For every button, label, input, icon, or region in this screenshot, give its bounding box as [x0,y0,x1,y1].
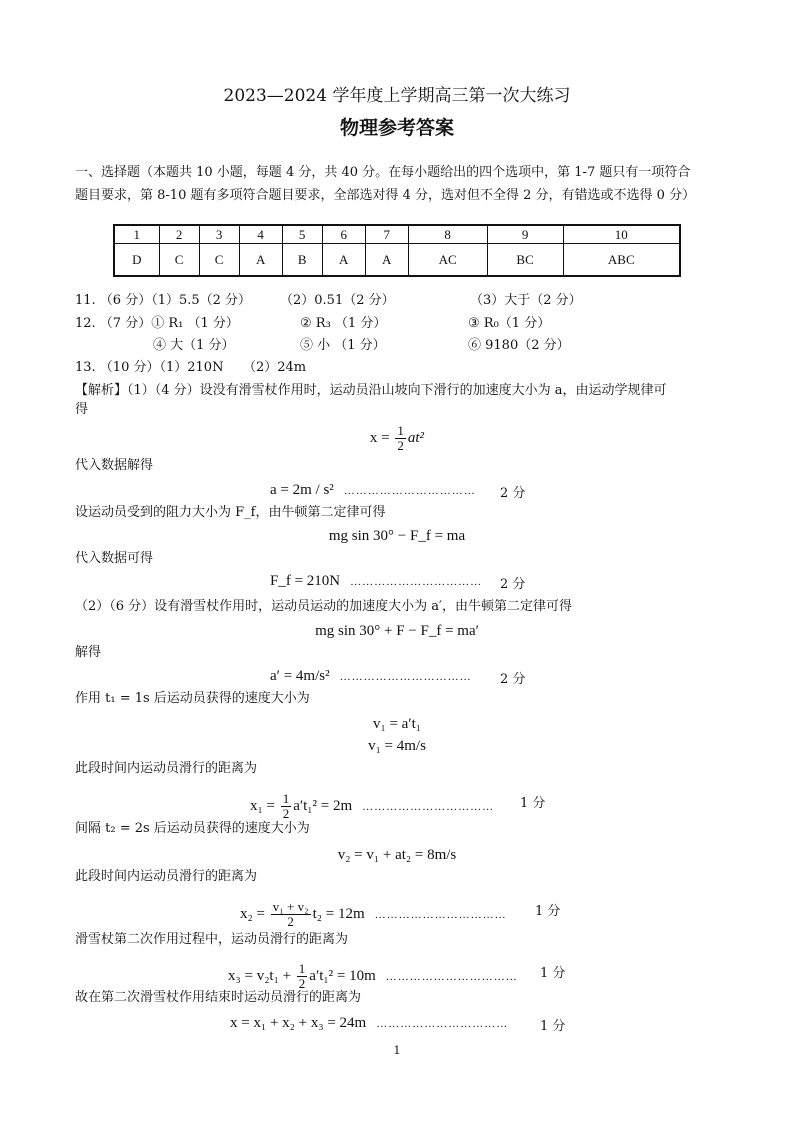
answer-cell: ABC [563,244,680,277]
analysis-line: 滑雪杖第二次作用过程中，运动员滑行的距离为 [75,932,349,947]
section-intro-line2: 题目要求，第 8-10 题有多项符合题目要求，全部选对得 4 分，选对但不全得 2 分，有错选或不选得 0 分） [75,188,696,203]
q11-part3: （3）大于（2 分） [470,293,582,308]
analysis-line: 解得 [75,645,102,660]
score: 1 分 [535,904,561,919]
question-number-cell: 5 [282,225,322,244]
equation: mg sin 30° + F − F_f = ma′ [315,623,479,639]
answer-table [113,224,681,277]
equation: v₂ = v₁ + at₂ = 8m/s [337,847,457,863]
equation: x = $\frac{1}{2}$ at² [369,423,425,453]
answer-cell: A [365,244,408,277]
question-number-cell: 7 [365,225,408,244]
question-number-cell: 8 [408,225,487,244]
score: 2 分 [500,577,526,592]
equation: v₁ = a′t₁ [372,716,422,732]
question-number-cell: 1 [114,225,159,244]
document-subtitle: 物理参考答案 [339,117,454,139]
analysis-line: （2）（6 分）设有滑雪杖作用时，运动员运动的加速度大小为 a′，由牛顿第二定律可得 [75,599,573,614]
q12-part1: 12. （7 分）① R₁ （1 分） [75,316,239,331]
score: 1 分 [540,1019,566,1034]
equation: F_f = 210N …………………………… [270,573,483,589]
analysis-line: 此段时间内运动员滑行的距离为 [75,869,258,884]
analysis-line: 得 [75,402,89,417]
equation: a′ = 4m/s² …………………………… [270,668,472,684]
equation: x₃ = v₂t₁ + $\frac{1}{2}$ a′t₁² = 10m …………………………… [228,961,518,991]
answer-cell: A [322,244,365,277]
answer-cell: C [159,244,199,277]
score: 1 分 [520,796,546,811]
equation: x₁ = $\frac{1}{2}$ a′t₁² = 2m …………………………… [250,791,495,821]
score: 2 分 [500,672,526,687]
question-number-cell: 2 [159,225,199,244]
analysis-line: 代入数据可得 [75,551,154,566]
analysis-line: 此段时间内运动员滑行的距离为 [75,761,258,776]
section-intro-line1: 一、选择题（本题共 10 小题，每题 4 分，共 40 分。在每小题给出的四个选项中，第 1-7 题只有一项符合 [75,165,691,180]
answer-cell: BC [487,244,563,277]
q12-part2: ② R₃ （1 分） [300,316,387,331]
equation: x₂ = $\frac{\text{v₁ + v₂}}{2}$ t₂ = 12m …………………………… [240,899,507,929]
answer-cell: C [199,244,239,277]
analysis-line: 【解析】（1）（4 分）设没有滑雪杖作用时，运动员沿山坡向下滑行的加速度大小为 a，由运动学规律可 [75,383,667,398]
question-number-cell: 3 [199,225,239,244]
question-number-cell: 6 [322,225,365,244]
answer-cell: A [239,244,282,277]
q12-part4: ④ 大（1 分） [153,338,235,353]
equation: x = x₁ + x₂ + x₃ = 24m …………………………… [230,1015,509,1031]
equation: a = 2m / s² …………………………… [270,482,476,498]
question-number-cell: 10 [563,225,680,244]
equation: v₁ = 4m/s [368,738,426,754]
document-title: 2023—2024 学年度上学期高三第一次大练习 [223,86,571,106]
score: 1 分 [540,966,566,981]
q12-part6: ⑥ 9180（2 分） [468,338,570,353]
answer-cell: B [282,244,322,277]
equation: mg sin 30° − F_f = ma [328,528,466,544]
answer-cell: AC [408,244,487,277]
q11-part2: （2）0.51（2 分） [280,293,395,308]
q12-part5: ⑤ 小 （1 分） [300,338,386,353]
page-number: 1 [393,1044,401,1057]
question-number-cell: 4 [239,225,282,244]
q13-header: 13. （10 分）（1）210N （2）24m [75,360,307,375]
q11-part1: 11. （6 分）（1）5.5（2 分） [75,293,252,308]
question-number-cell: 9 [487,225,563,244]
score: 2 分 [500,486,526,501]
analysis-line: 间隔 t₂ = 2s 后运动员获得的速度大小为 [75,821,310,836]
q12-part3: ③ R₀（1 分） [468,316,551,331]
analysis-line: 作用 t₁ = 1s 后运动员获得的速度大小为 [75,691,310,706]
analysis-line: 设运动员受到的阻力大小为 F_f，由牛顿第二定律可得 [75,505,386,520]
analysis-line: 故在第二次滑雪杖作用结束时运动员滑行的距离为 [75,990,362,1005]
answer-cell: D [114,244,159,277]
analysis-line: 代入数据解得 [75,458,154,473]
